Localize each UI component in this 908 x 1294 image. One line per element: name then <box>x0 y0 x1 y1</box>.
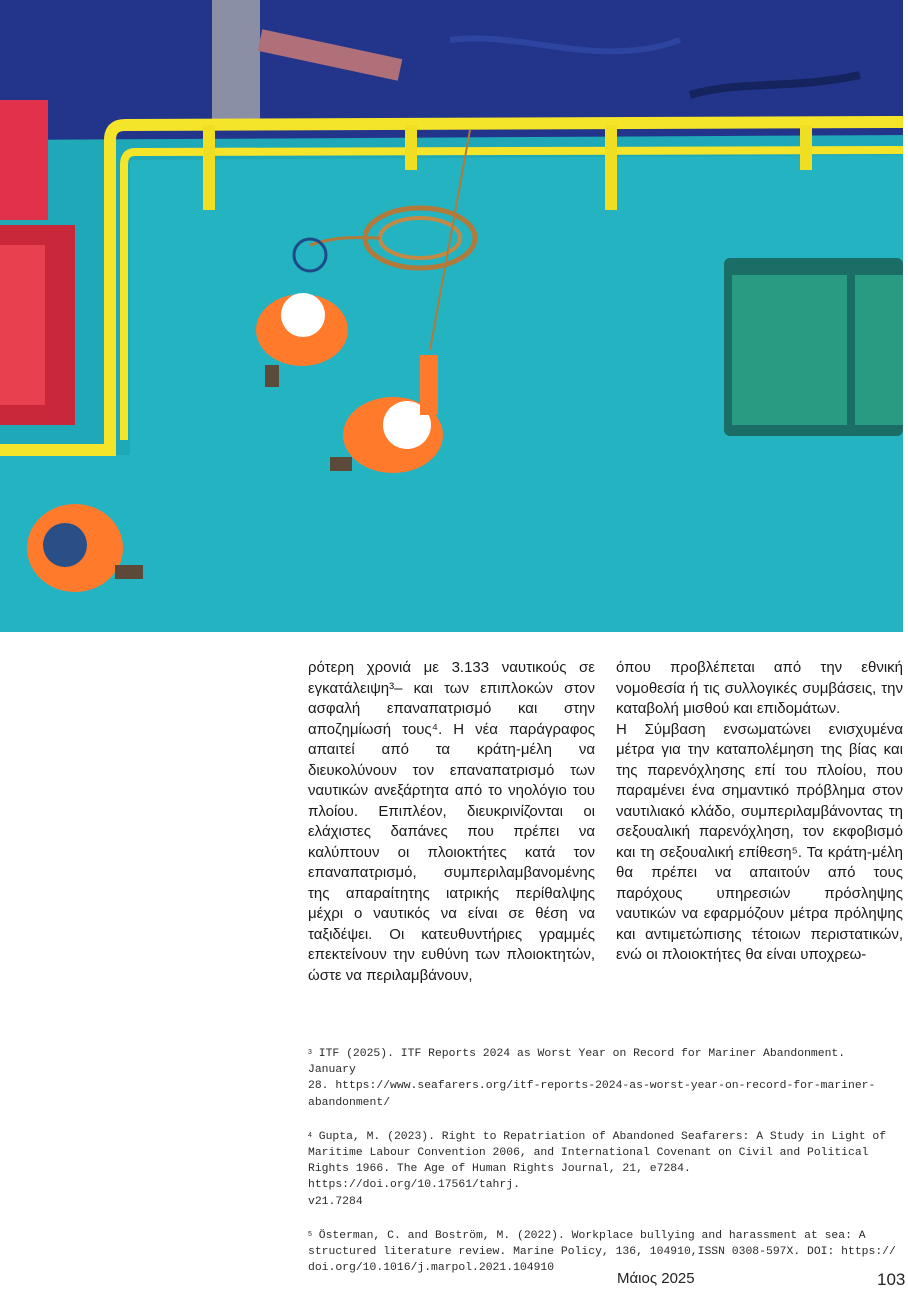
footnote-text: Gupta, M. (2023). Right to Repatriation of Abandoned Seafarers: A Study in Light of Maritime Labour Convention 2006, and International Covenant on Civil and Political Rights 1966. The Age of Human Rights Journal, 21, e7284. https://doi.org/10.17561/tahrj. v21.7284 <box>308 1130 887 1208</box>
footnote-5 <box>308 1228 898 1277</box>
paragraph: Η Σύμβαση ενσωματώνει ενισχυμένα μέτρα για την καταπολέμηση της βίας και της παρενόχλησης επί του πλοίου, που παραμένει ένα σημαντικό πρόβλημα στον ναυτιλιακό κλάδο, συμπεριλαμβάνοντας τη σεξουαλική παρενόχληση, τον εκφοβισμό και τη σεξουαλική επίθεση⁵. Τα κράτη-μέλη θα πρέπει να απαιτούν από τους παρόχους υπηρεσιών πρόσληψης ναυτικών να εφαρμόζουν μέτρα πρόληψης και αντιμετώπισης τέτοιων περιστατικών, ενώ οι πλοιοκτήτες θα είναι υποχρεω- <box>616 720 903 963</box>
footnote-number: 4 <box>308 1131 312 1139</box>
footnote-text: Österman, C. and Boström, M. (2022). Workplace bullying and harassment at sea: A structured literature review. Marine Policy, 136, 104910,ISSN 0308-597X. DOI: https:// doi.org/10.1016/j.marpol.2021.104910 <box>308 1229 896 1275</box>
footnote-text: ITF (2025). ITF Reports 2024 as Worst Year on Record for Mariner Abandonment. January 28. https://www.seafarers.org/itf-reports-2024-as-worst-year-on-record-for-mariner- abandonment/ <box>308 1048 876 1109</box>
issue-date: Μάιος 2025 <box>617 1270 695 1287</box>
footnote-number: 5 <box>308 1230 312 1238</box>
article-column-left <box>308 658 595 986</box>
footnote-3 <box>308 1046 898 1111</box>
paragraph: όπου προβλέπεται από την εθνική νομοθεσία ή τις συλλογικές συμβάσεις, την καταβολή μισθού και επιδομάτων. <box>616 659 903 717</box>
footnote-number: 3 <box>308 1049 312 1056</box>
ship-deck-photo <box>0 0 903 632</box>
paragraph: ρότερη χρονιά με 3.133 ναυτικούς σε εγκατάλειψη³– και των επιπλοκών στον ασφαλή επαναπατρισμό και στην αποζημίωσή τους⁴. Η νέα παράγραφος απαιτεί από τα κράτη-μέλη να διευκολύνουν τον επαναπατρισμό των ναυτικών ανεξάρτητα από το νηολόγιο του πλοίου. Επιπλέον, διευκρινίζονται οι ελάχιστες δαπάνες που πρέπει να καλύπτουν οι πλοιοκτήτες κατά τον επαναπατρισμό, συμπεριλαμβανομένης της απαραίτητης ιατρικής περίθαλψης μέχρι ο ναυτικός να είναι σε θέση να ταξιδέψει. Οι κατευθυντήριες γραμμές επεκτείνουν την ευθύνη των πλοιοκτητών, ώστε να περιλαμβάνουν, <box>308 659 595 984</box>
footnote-4 <box>308 1129 898 1210</box>
footnotes <box>308 1046 898 1294</box>
article-column-right <box>616 658 903 966</box>
page-number: 103 <box>877 1270 906 1289</box>
